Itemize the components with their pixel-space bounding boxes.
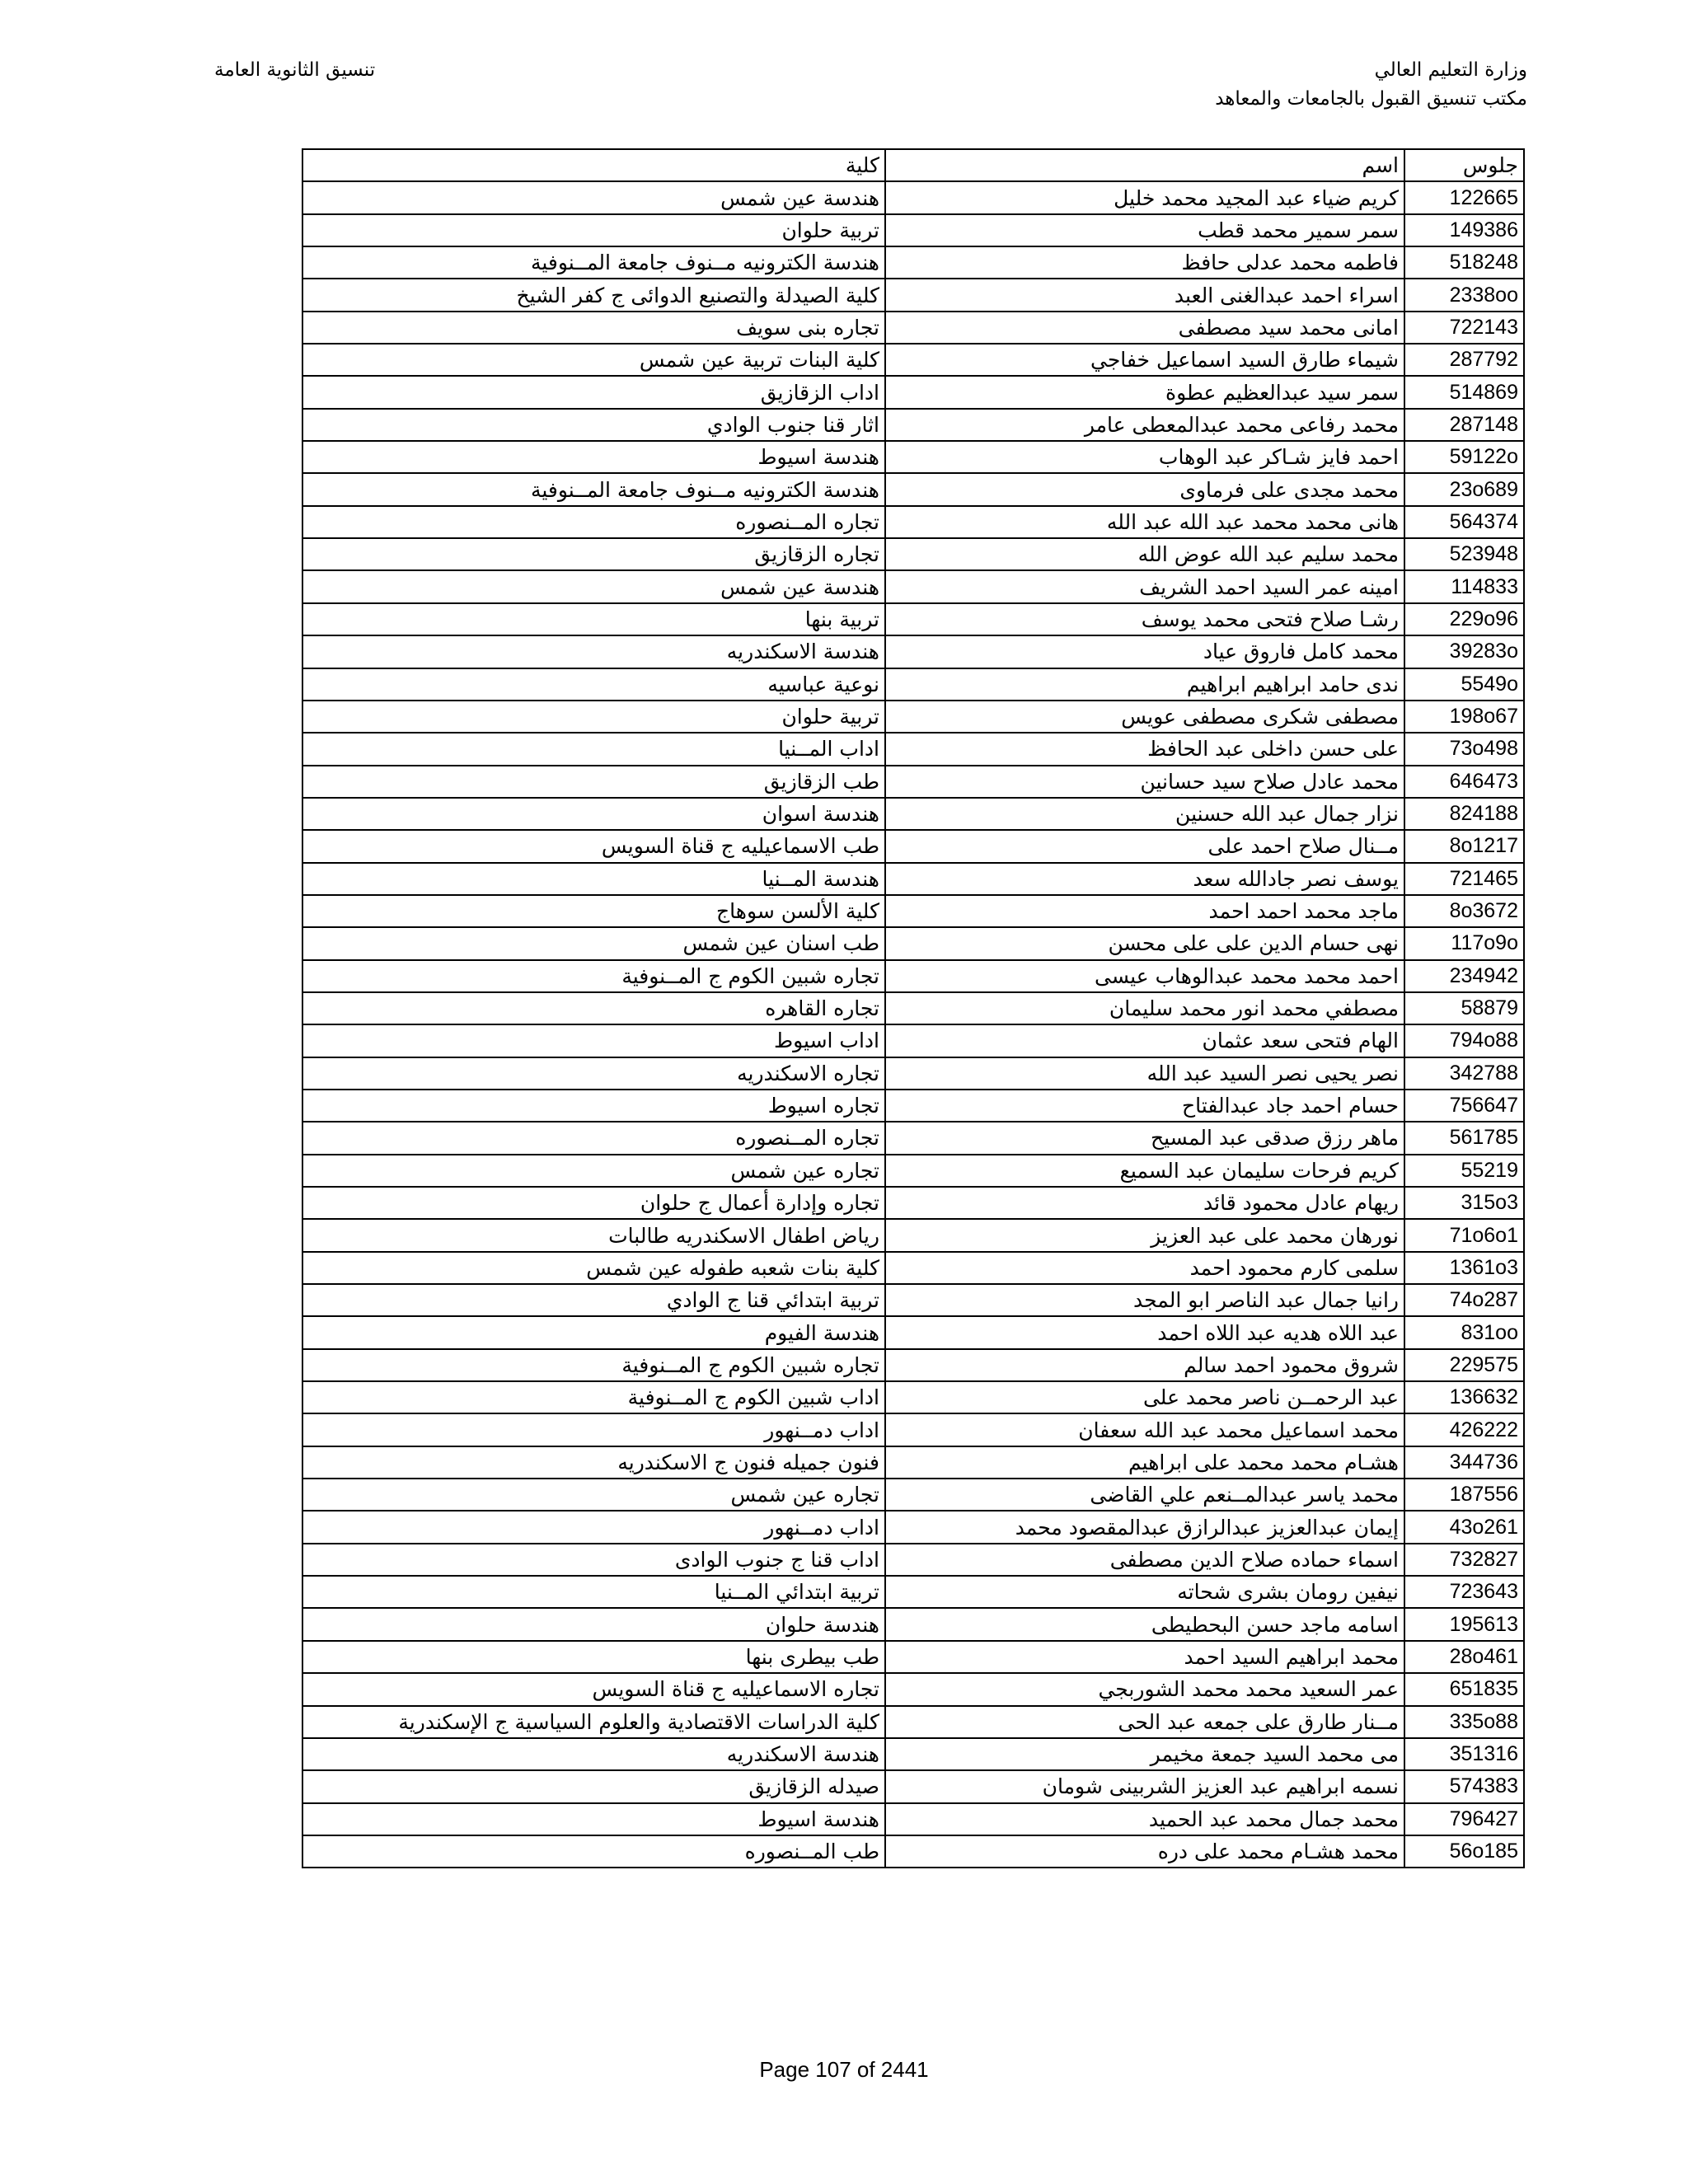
- college-cell: تربية ابتدائي قنا ج الوادي: [302, 1284, 885, 1316]
- table-body: [302, 181, 1524, 1868]
- table-header-row: [302, 149, 1524, 181]
- seat-cell: 2338oo: [1404, 279, 1524, 311]
- page-number: Page 107 of 2441: [759, 2057, 929, 2082]
- seat-cell: 287148: [1404, 409, 1524, 441]
- table-row: [302, 668, 1524, 701]
- header-ministry-block: [1215, 56, 1527, 113]
- table-row: [302, 1803, 1524, 1835]
- college-cell: هندسة الاسكندريه: [302, 1738, 885, 1770]
- table-row: [302, 830, 1524, 862]
- college-cell: طب بيطرى بنها: [302, 1641, 885, 1673]
- seat-cell: 721465: [1404, 863, 1524, 895]
- college-cell: تجاره المــنصوره: [302, 506, 885, 538]
- table-row: [302, 473, 1524, 505]
- college-cell: تربية بنها: [302, 603, 885, 635]
- name-cell: نيفين رومان بشرى شحاته: [885, 1576, 1404, 1608]
- name-cell: محمد مجدى على فرماوى: [885, 473, 1404, 505]
- table-row: [302, 1316, 1524, 1348]
- name-cell: على حسن داخلى عبد الحافظ: [885, 733, 1404, 765]
- name-cell: فاطمه محمد عدلى حافظ: [885, 246, 1404, 279]
- seat-cell: 28o461: [1404, 1641, 1524, 1673]
- college-cell: طب الزقازيق: [302, 766, 885, 798]
- name-cell: نسمه ابراهيم عبد العزيز الشربينى شومان: [885, 1770, 1404, 1802]
- table-row: [302, 1122, 1524, 1154]
- name-cell: نزار جمال عبد الله حسنين: [885, 798, 1404, 830]
- name-cell: حسام احمد جاد عبدالفتاح: [885, 1090, 1404, 1122]
- college-cell: تجاره شبين الكوم ج المــنوفية: [302, 1349, 885, 1381]
- table-row: [302, 1673, 1524, 1705]
- table-row: [302, 214, 1524, 246]
- seat-cell: 136632: [1404, 1381, 1524, 1413]
- name-cell: محمد رفاعى محمد عبدالمعطى عامر: [885, 409, 1404, 441]
- table-row: [302, 506, 1524, 538]
- college-cell: هندسة اسيوط: [302, 441, 885, 473]
- name-cell: شيماء طارق السيد اسماعيل خفاجي: [885, 344, 1404, 376]
- results-table: [302, 148, 1525, 1868]
- name-cell: ماجد محمد احمد احمد: [885, 895, 1404, 927]
- college-cell: اداب دمــنهور: [302, 1413, 885, 1446]
- name-cell: إيمان عبدالعزيز عبدالرازق عبدالمقصود محمد: [885, 1511, 1404, 1543]
- name-cell: هانى محمد محمد عبد الله عبد الله: [885, 506, 1404, 538]
- table-row: [302, 1284, 1524, 1316]
- name-cell: يوسف نصر جادالله سعد: [885, 863, 1404, 895]
- table-row: [302, 1090, 1524, 1122]
- seat-cell: 187556: [1404, 1479, 1524, 1511]
- college-cell: هندسة الاسكندريه: [302, 635, 885, 668]
- college-cell: اداب قنا ج جنوب الوادى: [302, 1544, 885, 1576]
- college-cell: هندسة الكترونيه مــنوف جامعة المــنوفية: [302, 473, 885, 505]
- seat-cell: 74o287: [1404, 1284, 1524, 1316]
- seat-cell: 824188: [1404, 798, 1524, 830]
- college-cell: تجاره عين شمس: [302, 1155, 885, 1187]
- column-header-name: اسم: [885, 149, 1404, 181]
- name-cell: رشـا صلاح فتحى محمد يوسف: [885, 603, 1404, 635]
- seat-cell: 56o185: [1404, 1835, 1524, 1868]
- name-cell: اسماء حماده صلاح الدين مصطفى: [885, 1544, 1404, 1576]
- table-row: [302, 1576, 1524, 1608]
- table-row: [302, 603, 1524, 635]
- table-row: [302, 344, 1524, 376]
- seat-cell: 287792: [1404, 344, 1524, 376]
- college-cell: هندسة الفيوم: [302, 1316, 885, 1348]
- seat-cell: 732827: [1404, 1544, 1524, 1576]
- table-row: [302, 1381, 1524, 1413]
- table-row: [302, 181, 1524, 213]
- college-cell: هندسة عين شمس: [302, 570, 885, 602]
- name-cell: ندى حامد ابراهيم ابراهيم: [885, 668, 1404, 701]
- table-row: [302, 701, 1524, 733]
- table-row: [302, 570, 1524, 602]
- table-row: [302, 1770, 1524, 1802]
- seat-cell: 335o88: [1404, 1706, 1524, 1738]
- name-cell: محمد اسماعيل محمد عبد الله سعفان: [885, 1413, 1404, 1446]
- seat-cell: 229o96: [1404, 603, 1524, 635]
- seat-cell: 523948: [1404, 538, 1524, 570]
- seat-cell: 794o88: [1404, 1024, 1524, 1057]
- seat-cell: 646473: [1404, 766, 1524, 798]
- college-cell: رياض اطفال الاسكندريه طالبات: [302, 1219, 885, 1251]
- seat-cell: 198o67: [1404, 701, 1524, 733]
- seat-cell: 561785: [1404, 1122, 1524, 1154]
- table-row: [302, 1057, 1524, 1090]
- table-row: [302, 635, 1524, 668]
- seat-cell: 8o1217: [1404, 830, 1524, 862]
- college-cell: هندسة عين شمس: [302, 181, 885, 213]
- table-row: [302, 1479, 1524, 1511]
- seat-cell: 55219: [1404, 1155, 1524, 1187]
- table-row: [302, 1446, 1524, 1479]
- college-cell: صيدله الزقازيق: [302, 1770, 885, 1802]
- name-cell: احمد محمد محمد عبدالوهاب عيسى: [885, 960, 1404, 992]
- college-cell: كلية الصيدلة والتصنيع الدوائى ج كفر الشيخ: [302, 279, 885, 311]
- college-cell: تربية حلوان: [302, 701, 885, 733]
- college-cell: اثار قنا جنوب الوادي: [302, 409, 885, 441]
- table-row: [302, 1349, 1524, 1381]
- college-cell: نوعية عباسيه: [302, 668, 885, 701]
- seat-cell: 114833: [1404, 570, 1524, 602]
- name-cell: الهام فتحى سعد عثمان: [885, 1024, 1404, 1057]
- name-cell: محمد سليم عبد الله عوض الله: [885, 538, 1404, 570]
- college-cell: تجاره المــنصوره: [302, 1122, 885, 1154]
- table-row: [302, 1024, 1524, 1057]
- college-cell: تربية حلوان: [302, 214, 885, 246]
- name-cell: محمد عادل صلاح سيد حسانين: [885, 766, 1404, 798]
- seat-cell: 342788: [1404, 1057, 1524, 1090]
- table-row: [302, 1511, 1524, 1543]
- seat-cell: 23o689: [1404, 473, 1524, 505]
- table-row: [302, 927, 1524, 959]
- seat-cell: 831oo: [1404, 1316, 1524, 1348]
- table-row: [302, 992, 1524, 1024]
- table-row: [302, 798, 1524, 830]
- college-cell: تجاره القاهره: [302, 992, 885, 1024]
- name-cell: هشـام محمد محمد على ابراهيم: [885, 1446, 1404, 1479]
- name-cell: سمر سمير محمد قطب: [885, 214, 1404, 246]
- table-row: [302, 279, 1524, 311]
- seat-cell: 71o6o1: [1404, 1219, 1524, 1251]
- seat-cell: 5549o: [1404, 668, 1524, 701]
- name-cell: محمد جمال محمد عبد الحميد: [885, 1803, 1404, 1835]
- table-row: [302, 538, 1524, 570]
- column-header-seat: جلوس: [1404, 149, 1524, 181]
- college-cell: اداب شبين الكوم ج المــنوفية: [302, 1381, 885, 1413]
- table-row: [302, 312, 1524, 344]
- name-cell: شروق محمود احمد سالم: [885, 1349, 1404, 1381]
- seat-cell: 514869: [1404, 376, 1524, 408]
- name-cell: مــنار طارق على جمعه عبد الحى: [885, 1706, 1404, 1738]
- table-row: [302, 960, 1524, 992]
- college-cell: طب الاسماعيليه ج قناة السويس: [302, 830, 885, 862]
- table-row: [302, 1706, 1524, 1738]
- ministry-name: وزارة التعليم العالي: [1374, 59, 1527, 81]
- name-cell: عمر السعيد محمد محمد الشوربجي: [885, 1673, 1404, 1705]
- name-cell: نصر يحيى نصر السيد عبد الله: [885, 1057, 1404, 1090]
- college-cell: هندسة المــنيا: [302, 863, 885, 895]
- college-cell: اداب المــنيا: [302, 733, 885, 765]
- name-cell: نهى حسام الدين على على محسن: [885, 927, 1404, 959]
- table-row: [302, 1608, 1524, 1640]
- college-cell: هندسة حلوان: [302, 1608, 885, 1640]
- name-cell: عبد اللاه هديه عبد اللاه احمد: [885, 1316, 1404, 1348]
- seat-cell: 344736: [1404, 1446, 1524, 1479]
- table-row: [302, 1641, 1524, 1673]
- college-cell: هندسة اسيوط: [302, 1803, 885, 1835]
- name-cell: سمر سيد عبدالعظيم عطوة: [885, 376, 1404, 408]
- college-cell: طب اسنان عين شمس: [302, 927, 885, 959]
- college-cell: هندسة اسوان: [302, 798, 885, 830]
- name-cell: محمد ياسر عبدالمــنعم علي القاضى: [885, 1479, 1404, 1511]
- name-cell: نورهان محمد على عبد العزيز: [885, 1219, 1404, 1251]
- name-cell: كريم فرحات سليمان عبد السميع: [885, 1155, 1404, 1187]
- college-cell: تجاره وإدارة أعمال ج حلوان: [302, 1187, 885, 1219]
- name-cell: مصطفي محمد انور محمد سليمان: [885, 992, 1404, 1024]
- name-cell: اسامه ماجد حسن البحطيطى: [885, 1608, 1404, 1640]
- table-row: [302, 1544, 1524, 1576]
- name-cell: مصطفى شكرى مصطفى عويس: [885, 701, 1404, 733]
- seat-cell: 426222: [1404, 1413, 1524, 1446]
- college-cell: تجاره شبين الكوم ج المــنوفية: [302, 960, 885, 992]
- table-row: [302, 1413, 1524, 1446]
- college-cell: اداب دمــنهور: [302, 1511, 885, 1543]
- college-cell: كلية الألسن سوهاج: [302, 895, 885, 927]
- name-cell: كريم ضياء عبد المجيد محمد خليل: [885, 181, 1404, 213]
- name-cell: ريهام عادل محمود قائد: [885, 1187, 1404, 1219]
- name-cell: ماهر رزق صدقى عبد المسيح: [885, 1122, 1404, 1154]
- seat-cell: 39283o: [1404, 635, 1524, 668]
- seat-cell: 117o9o: [1404, 927, 1524, 959]
- seat-cell: 315o3: [1404, 1187, 1524, 1219]
- name-cell: اسراء احمد عبدالغنى العبد: [885, 279, 1404, 311]
- table-row: [302, 863, 1524, 895]
- college-cell: اداب اسيوط: [302, 1024, 885, 1057]
- table-row: [302, 1835, 1524, 1868]
- table-row: [302, 1187, 1524, 1219]
- college-cell: تجاره اسيوط: [302, 1090, 885, 1122]
- seat-cell: 149386: [1404, 214, 1524, 246]
- college-cell: هندسة الكترونيه مــنوف جامعة المــنوفية: [302, 246, 885, 279]
- seat-cell: 43o261: [1404, 1511, 1524, 1543]
- name-cell: مى محمد السيد جمعة مخيمر: [885, 1738, 1404, 1770]
- seat-cell: 1361o3: [1404, 1252, 1524, 1284]
- table-row: [302, 246, 1524, 279]
- college-cell: تجاره الزقازيق: [302, 538, 885, 570]
- college-cell: اداب الزقازيق: [302, 376, 885, 408]
- column-header-college: كلية: [302, 149, 885, 181]
- seat-cell: 59122o: [1404, 441, 1524, 473]
- college-cell: تجاره الاسكندريه: [302, 1057, 885, 1090]
- seat-cell: 651835: [1404, 1673, 1524, 1705]
- seat-cell: 756647: [1404, 1090, 1524, 1122]
- table-row: [302, 895, 1524, 927]
- name-cell: احمد فايز شـاكر عبد الوهاب: [885, 441, 1404, 473]
- seat-cell: 195613: [1404, 1608, 1524, 1640]
- name-cell: عبد الرحمــن ناصر محمد على: [885, 1381, 1404, 1413]
- college-cell: تجاره الاسماعيليه ج قناة السويس: [302, 1673, 885, 1705]
- seat-cell: 229575: [1404, 1349, 1524, 1381]
- table-row: [302, 1219, 1524, 1251]
- name-cell: رانيا جمال عبد الناصر ابو المجد: [885, 1284, 1404, 1316]
- seat-cell: 234942: [1404, 960, 1524, 992]
- name-cell: محمد ابراهيم السيد احمد: [885, 1641, 1404, 1673]
- seat-cell: 8o3672: [1404, 895, 1524, 927]
- seat-cell: 122665: [1404, 181, 1524, 213]
- seat-cell: 723643: [1404, 1576, 1524, 1608]
- college-cell: فنون جميله فنون ج الاسكندريه: [302, 1446, 885, 1479]
- college-cell: كلية البنات تربية عين شمس: [302, 344, 885, 376]
- seat-cell: 564374: [1404, 506, 1524, 538]
- college-cell: كلية بنات شعبه طفوله عين شمس: [302, 1252, 885, 1284]
- college-cell: تجاره عين شمس: [302, 1479, 885, 1511]
- table-row: [302, 1252, 1524, 1284]
- table-row: [302, 1155, 1524, 1187]
- seat-cell: 58879: [1404, 992, 1524, 1024]
- name-cell: امينه عمر السيد احمد الشريف: [885, 570, 1404, 602]
- seat-cell: 518248: [1404, 246, 1524, 279]
- table-row: [302, 733, 1524, 765]
- table-row: [302, 441, 1524, 473]
- college-cell: طب المــنصوره: [302, 1835, 885, 1868]
- name-cell: امانى محمد سيد مصطفى: [885, 312, 1404, 344]
- table-row: [302, 376, 1524, 408]
- seat-cell: 574383: [1404, 1770, 1524, 1802]
- college-cell: تربية ابتدائي المــنيا: [302, 1576, 885, 1608]
- name-cell: محمد كامل فاروق عياد: [885, 635, 1404, 668]
- name-cell: مــنال صلاح احمد على: [885, 830, 1404, 862]
- seat-cell: 722143: [1404, 312, 1524, 344]
- table-row: [302, 409, 1524, 441]
- college-cell: كلية الدراسات الاقتصادية والعلوم السياسية ج الإسكندرية: [302, 1706, 885, 1738]
- office-name: مكتب تنسيق القبول بالجامعات والمعاهد: [1215, 87, 1527, 110]
- seat-cell: 73o498: [1404, 733, 1524, 765]
- college-cell: تجاره بنى سويف: [302, 312, 885, 344]
- name-cell: محمد هشـام محمد على دره: [885, 1835, 1404, 1868]
- name-cell: سلمى كارم محمود احمد: [885, 1252, 1404, 1284]
- seat-cell: 351316: [1404, 1738, 1524, 1770]
- table-row: [302, 766, 1524, 798]
- document-title: تنسيق الثانوية العامة: [214, 59, 376, 81]
- seat-cell: 796427: [1404, 1803, 1524, 1835]
- table-row: [302, 1738, 1524, 1770]
